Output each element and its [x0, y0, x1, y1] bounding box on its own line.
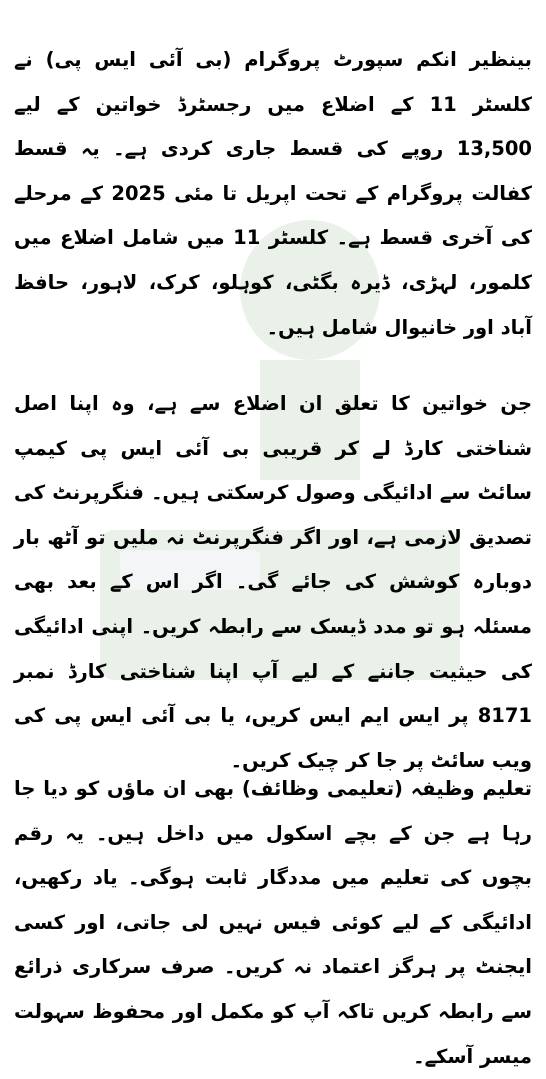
paragraph-installment-release: بینظیر انکم سپورٹ پروگرام (بی آئی ایس پی) نے کلسٹر 11 کے اضلاع میں رجسٹرڈ خواتین کے لیے 13,500 روپے کی قسط جاری کردی ہے۔ یہ قسط کفالت پروگرام کے تحت اپریل تا مئی 2025 کے مرحلے کی آخری قسط ہے۔ کلسٹر 11 میں شامل اضلاع میں کلمور، لہڑی، ڈیرہ بگٹی، کوہلو، کرک، لاہور، حافظ آباد اور خانیوال شامل ہیں۔ — [14, 48, 532, 339]
paragraph-education-stipend: تعلیم وظیفہ (تعلیمی وظائف) بھی ان ماؤں کو دیا جا رہا ہے جن کے بچے اسکول میں داخل ہیں۔ یہ رقم بچوں کی تعلیم میں مددگار ثابت ہوگی۔ یاد رکھیں، ادائیگی کے لیے کوئی فیس نہیں لی جاتی، اور کسی ایجنٹ پر ہرگز اعتماد نہ کریں۔ صرف سرکاری ذرائع سے رابطہ کریں تاکہ آپ کو مکمل اور محفوظ سہولت میسر آسکے۔ — [14, 777, 532, 1068]
paragraph-payment-procedure: جن خواتین کا تعلق ان اضلاع سے ہے، وہ اپنا اصل شناختی کارڈ لے کر قریبی بی آئی ایس پی کیمپ سائٹ سے ادائیگی وصول کرسکتی ہیں۔ فنگرپرنٹ کی تصدیق لازمی ہے، اور اگر فنگرپرنٹ نہ ملیں تو آٹھ بار دوبارہ کوشش کی جائے گی۔ اگر اس کے بعد بھی مسئلہ ہو تو مدد ڈیسک سے رابطہ کریں۔ اپنی ادائیگی کی حیثیت جاننے کے لیے آپ اپنا شناختی کارڈ نمبر 8171 پر ایس ایم ایس کریں، یا بی آئی ایس پی کی ویب سائٹ پر جا کر چیک کریں۔ — [14, 392, 532, 772]
